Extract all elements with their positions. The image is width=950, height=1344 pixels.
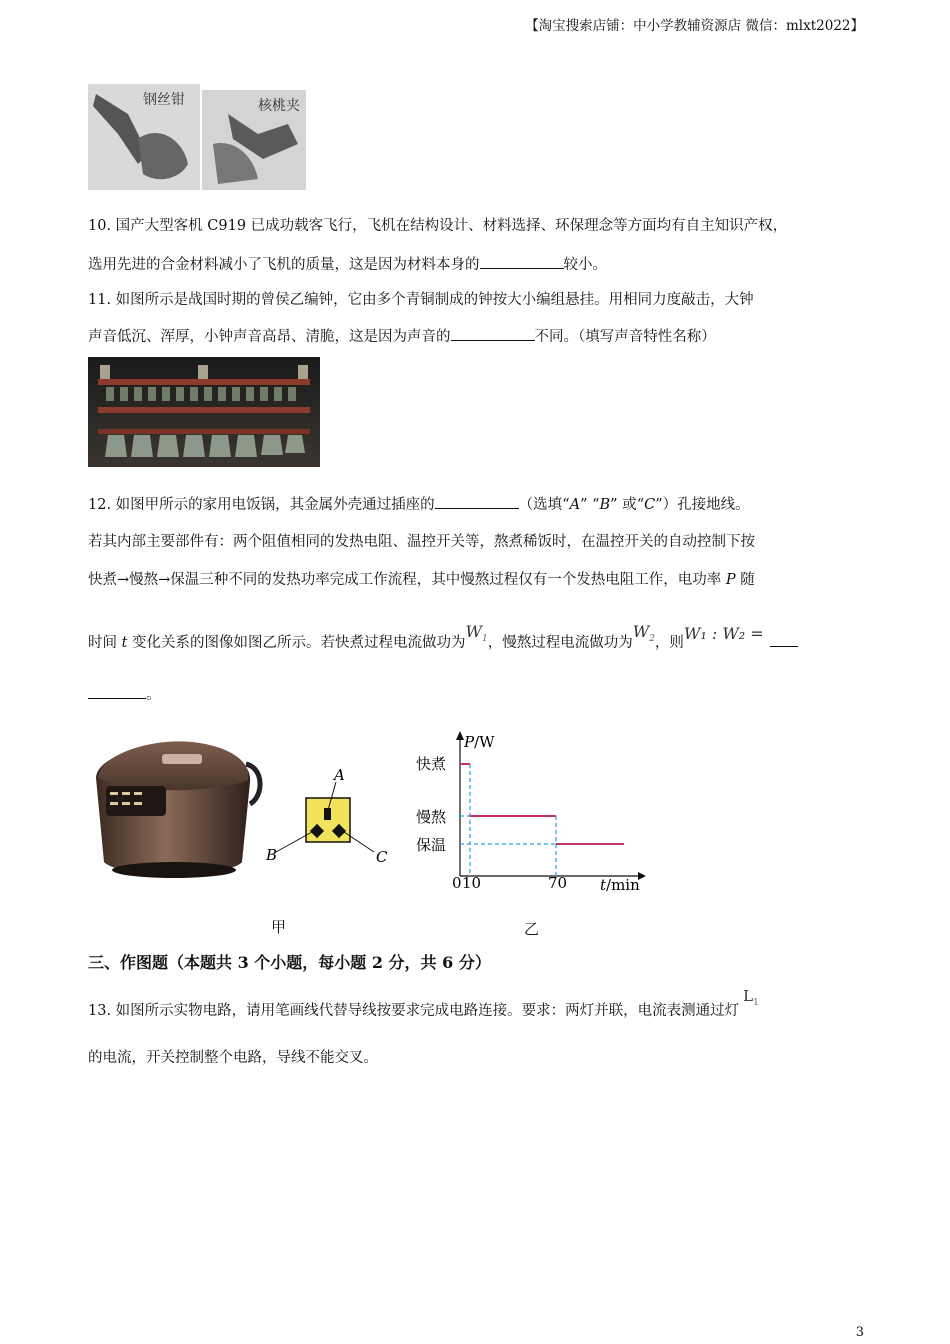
x-axis-label: t/min — [600, 876, 640, 894]
socket-diagram — [262, 768, 402, 872]
q13-line2: 的电流，开关控制整个电路，导线不能交叉。 — [88, 1050, 378, 1066]
tick-10: 10 — [462, 874, 482, 892]
q12-blank2b[interactable] — [88, 684, 146, 699]
socket-label-b: B — [266, 846, 278, 864]
q11-blank[interactable] — [451, 326, 535, 341]
q12-line3: 快煮→慢熬→保温三种不同的发热功率完成工作流程，其中慢熬过程仅有一个发热电阻工作，电功率 P 随 — [88, 572, 755, 588]
page-header: 【淘宝搜索店铺：中小学教辅资源店 微信：mlxt2022】 — [525, 18, 864, 34]
q12-line2: 若其内部主要部件有：两个阻值相同的发热电阻、温控开关等，熬煮稀饭时，在温控开关的自动控制下按 — [88, 534, 755, 550]
level-label-fast: 快煮 — [416, 755, 447, 773]
ratio-expression: W₁ : W₂ = — [683, 624, 764, 643]
socket-label-a: A — [334, 768, 345, 784]
q12-blank1[interactable] — [435, 494, 519, 509]
rice-cooker-image — [92, 734, 264, 882]
q10-line1: 10. 国产大型客机 C919 已成功载客飞行，飞机在结构设计、材料选择、环保理念等方面均有自主知识产权， — [88, 218, 788, 234]
q12-line5: 。 — [88, 684, 161, 705]
bianzhong-photo — [88, 357, 320, 467]
caption-yi: 乙 — [524, 920, 540, 938]
power-time-graph — [412, 728, 648, 896]
tick-70: 70 — [548, 874, 568, 892]
tick-0: 0 — [452, 874, 462, 892]
q10-blank[interactable] — [480, 254, 564, 269]
q12-blank2a[interactable] — [770, 632, 798, 647]
q12-line1: 12. 如图甲所示的家用电饭锅，其金属外壳通过插座的 （选填“A” “B” 或“C”）孔接地线。 — [88, 494, 750, 515]
q10-line2: 选用先进的合金材料减小了飞机的质量，这是因为材料本身的 较小。 — [88, 254, 607, 275]
tools-photo — [88, 84, 306, 190]
caption-jia: 甲 — [271, 918, 287, 936]
q11-line2: 声音低沉、浑厚，小钟声音高昂、清脆，这是因为声音的 不同。（填写声音特性名称） — [88, 326, 716, 347]
level-label-warm: 保温 — [416, 836, 447, 854]
y-axis-label: P/W — [464, 733, 495, 751]
nutcracker-caption: 核桃夹 — [258, 98, 300, 114]
socket-label-c: C — [376, 848, 388, 866]
w2-symbol: $W_2$ — [632, 622, 655, 645]
level-label-slow: 慢熬 — [416, 808, 447, 826]
page-number: 3 — [855, 1325, 864, 1340]
q13-line1: 13. 如图所示实物电路，请用笔画线代替导线按要求完成电路连接。要求：两灯并联，电流表测通过灯$L_1$ — [88, 987, 759, 1019]
w1-symbol: $W_1$ — [465, 622, 488, 645]
pliers-caption: 钢丝钳 — [143, 92, 185, 108]
q11-line1: 11. 如图所示是战国时期的曾侯乙编钟，它由多个青铜制成的钟按大小编组悬挂。用相同力度敲击，大钟 — [88, 292, 754, 308]
q12-line4: 时间 t 变化关系的图像如图乙所示。若快煮过程电流做功为$W_1$，慢熬过程电流做功为$W_2$，则W₁ : W₂ = — [88, 632, 798, 659]
lamp-l1-symbol: $L_1$ — [743, 987, 759, 1008]
section-3-title: 三、作图题（本题共 3 个小题，每小题 2 分，共 6 分） — [88, 953, 491, 972]
